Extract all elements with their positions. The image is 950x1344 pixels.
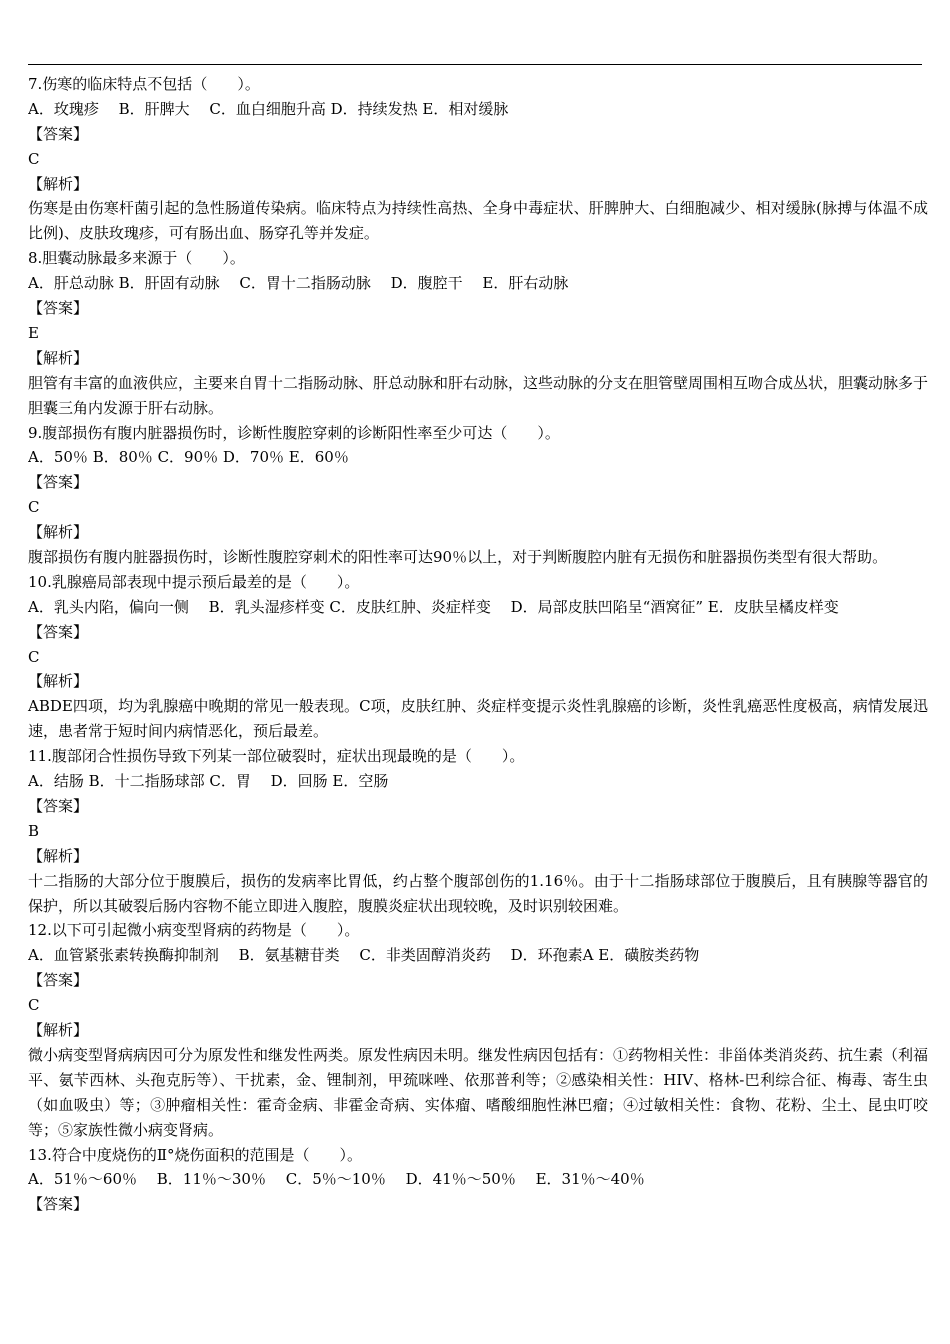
analysis-label-7: 【解析】 [28,174,89,193]
analysis-10: ABDE四项，均为乳腺癌中晚期的常见一般表现。C项，皮肤红肿、炎症样变提示炎性乳腺癌的诊断，炎性乳癌恶性度极高，病情发展迅速，患者常于短时间内病情恶化，预后最差。 [28,697,928,741]
answer-9: C [28,498,40,517]
question-10: 10.乳腺癌局部表现中提示预后最差的是（ ）。 [28,572,360,591]
header-rule [28,64,922,65]
options-11: A．结肠 B．十二指肠球部 C．胃 D．回肠 E．空肠 [28,772,389,791]
answer-10: C [28,647,40,666]
answer-label-10: 【答案】 [28,622,89,641]
document-body [28,72,928,1217]
answer-label-11: 【答案】 [28,796,89,815]
answer-label-7: 【答案】 [28,124,89,143]
analysis-label-9: 【解析】 [28,523,89,542]
options-12: A．血管紧张素转换酶抑制剂 B．氨基糖苷类 C．非类固醇消炎药 D．环孢素A E．磺胺类药物 [28,946,700,965]
analysis-label-12: 【解析】 [28,1021,89,1039]
question-7: 7.伤寒的临床特点不包括（ ）。 [28,75,260,93]
analysis-8: 胆管有丰富的血液供应，主要来自胃十二指肠动脉、肝总动脉和肝右动脉，这些动脉的分支在胆管壁周围相互吻合成丛状，胆囊动脉多于胆囊三角内发源于肝右动脉。 [28,373,929,417]
question-12: 12.以下可引起微小病变型肾病的药物是（ ）。 [28,921,360,940]
question-9: 9.腹部损伤有腹内脏器损伤时，诊断性腹腔穿刺的诊断阳性率至少可达（ ）。 [28,423,560,442]
analysis-12: 微小病变型肾病病因可分为原发性和继发性两类。原发性病因未明。继发性病因包括有：①药物相关性：非甾体类消炎药、抗生素（利福平、氨苄西林、头孢克肟等）、干扰素，金、锂制剂，甲巯咪唑、依那普利等；②感染相关性：HIV、格林-巴利综合征、梅毒、寄生虫（如血吸虫）等；③肿瘤相关性：霍奇金病、非霍金奇病、实体瘤、嗜酸细胞性淋巴瘤；④过敏相关性：食物、花粉、尘土、昆虫叮咬等；⑤家族性微小病变肾病。 [28,1045,929,1139]
answer-7: C [28,149,40,168]
question-8: 8.胆囊动脉最多来源于（ ）。 [28,249,245,268]
options-13: A．51％～60％ B．11％～30％ C．5％～10％ D．41％～50％ E．31％～40％ [28,1170,645,1189]
options-7: A．玫瑰疹 B．肝脾大 C．血白细胞升高 D．持续发热 E．相对缓脉 [28,99,509,118]
analysis-9: 腹部损伤有腹内脏器损伤时，诊断性腹腔穿刺术的阳性率可达90％以上，对于判断腹腔内脏有无损伤和脏器损伤类型有很大帮助。 [28,547,888,566]
answer-8: E [28,323,39,342]
answer-label-13: 【答案】 [28,1195,89,1214]
question-11: 11.腹部闭合性损伤导致下列某一部位破裂时，症状出现最晚的是（ ）。 [28,747,525,766]
analysis-11: 十二指肠的大部分位于腹膜后，损伤的发病率比胃低，约占整个腹部创伤的1.16％。由于十二指肠球部位于腹膜后，且有胰腺等器官的保护，所以其破裂后肠内容物不能立即进入腹腔，腹膜炎症状出现较晚，及时识别较困难。 [28,871,928,915]
answer-label-8: 【答案】 [28,299,89,318]
options-9: A．50％ B．80％ C．90％ D．70％ E．60％ [28,448,349,467]
analysis-label-10: 【解析】 [28,672,89,691]
analysis-label-11: 【解析】 [28,846,89,865]
answer-12: C [28,996,40,1015]
options-8: A．肝总动脉 B．肝固有动脉 C．胃十二指肠动脉 D．腹腔干 E．肝右动脉 [28,274,569,293]
analysis-7: 伤寒是由伤寒杆菌引起的急性肠道传染病。临床特点为持续性高热、全身中毒症状、肝脾肿大、白细胞减少、相对缓脉(脉搏与体温不成比例)、皮肤玫瑰疹，可有肠出血、肠穿孔等并发症。 [28,199,928,243]
question-13: 13.符合中度烧伤的Ⅱ°烧伤面积的范围是（ ）。 [28,1145,363,1164]
answer-label-12: 【答案】 [28,971,89,990]
answer-11: B [28,821,40,840]
options-10: A．乳头内陷，偏向一侧 B．乳头湿疹样变 C．皮肤红肿、炎症样变 D．局部皮肤凹陷呈“酒窝征” E．皮肤呈橘皮样变 [28,597,839,616]
answer-label-9: 【答案】 [28,473,89,492]
analysis-label-8: 【解析】 [28,348,89,367]
